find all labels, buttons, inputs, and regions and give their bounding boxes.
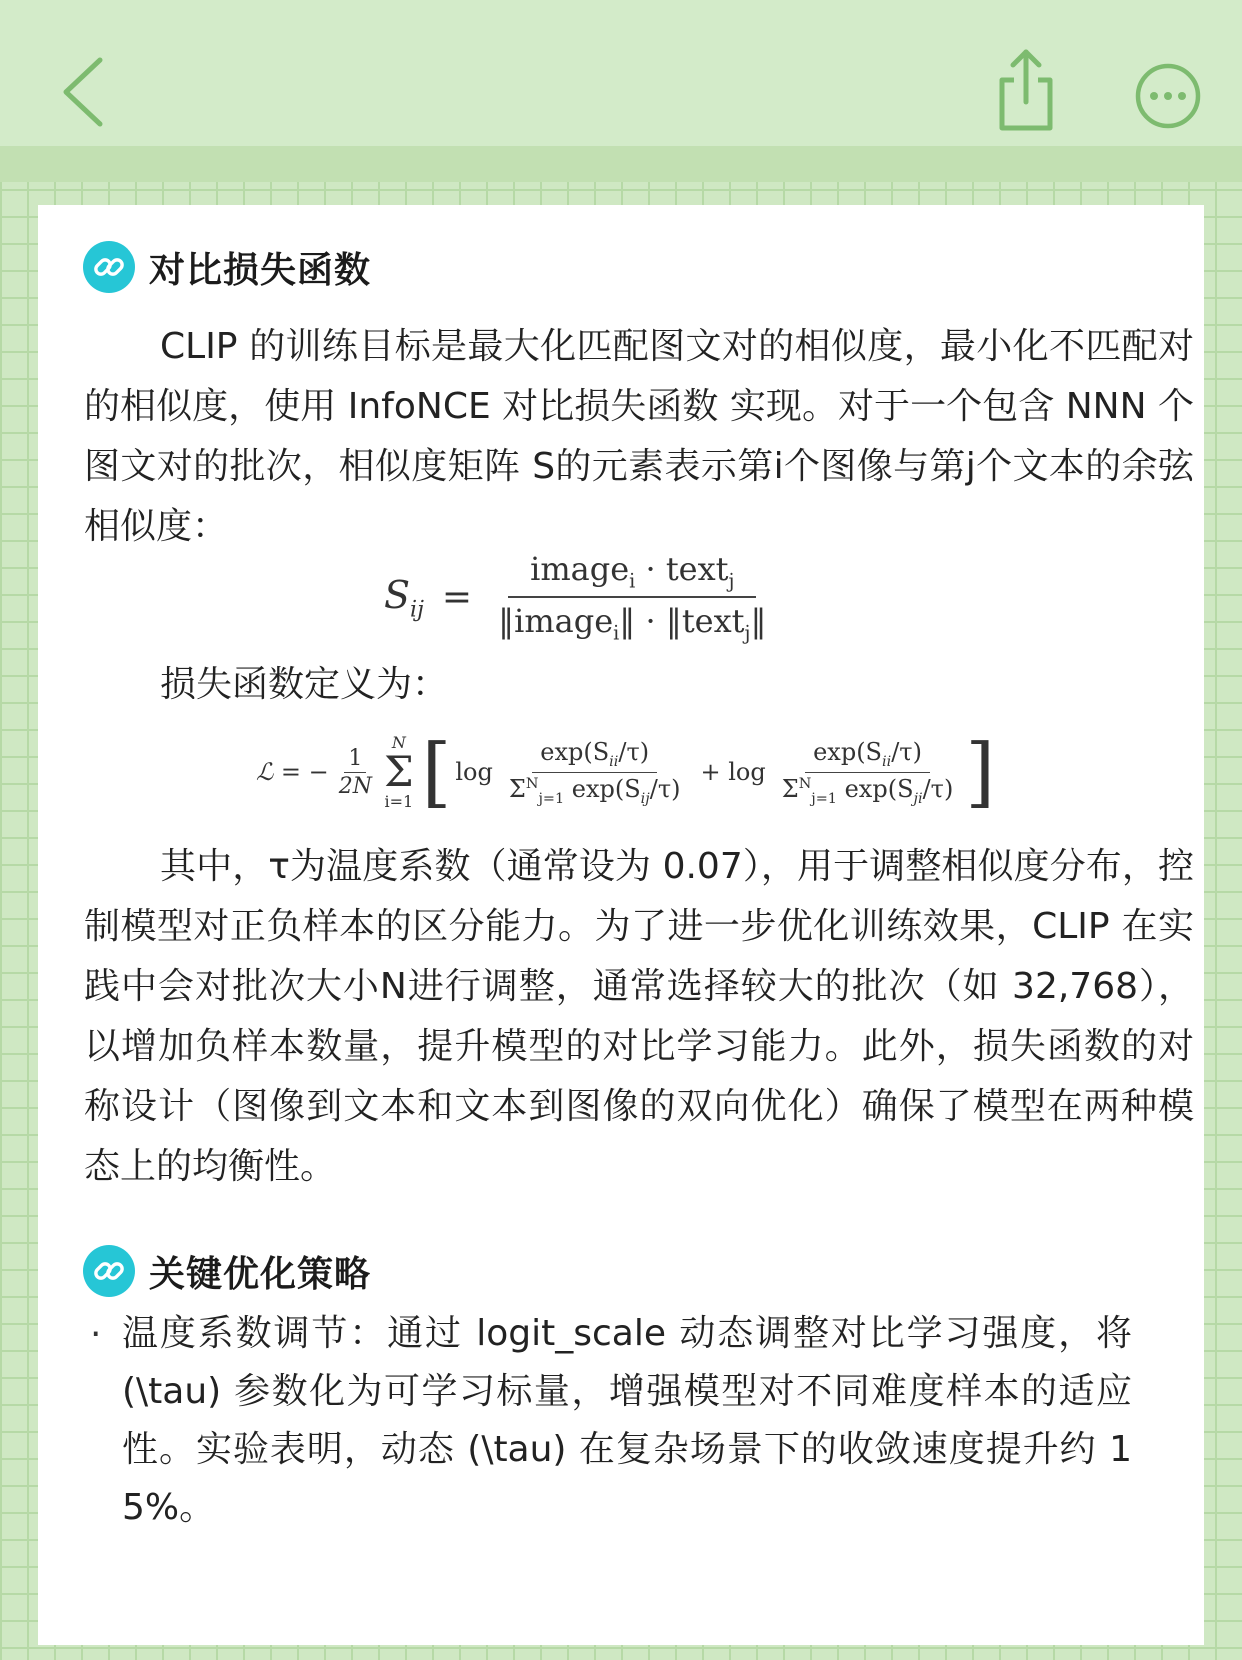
- f2-num-sub: ii: [882, 753, 892, 770]
- bullet-mark: ·: [90, 1314, 102, 1355]
- num-image-sub: i: [629, 569, 636, 593]
- share-button[interactable]: [996, 44, 1056, 134]
- sum-symbol: Σ: [384, 747, 414, 796]
- chevron-left-icon: [58, 52, 118, 132]
- f2-den-body: exp(S: [836, 774, 914, 803]
- top-bar-shadow: [0, 146, 1242, 182]
- num-dot: ·: [645, 550, 656, 588]
- f2-den-sub: j=1: [811, 790, 837, 807]
- f1-den-body-sub: ij: [640, 790, 650, 807]
- den-image-sub: i: [613, 621, 620, 645]
- formula-lhs: S: [384, 572, 411, 617]
- f1-den-end: /τ): [649, 774, 681, 803]
- num-text: text: [665, 550, 729, 588]
- den-end: ‖: [750, 602, 767, 641]
- f2-num: exp(S: [813, 737, 882, 766]
- fraction-numerator: [508, 550, 756, 598]
- f1-num-end: /τ): [618, 737, 650, 766]
- f2-num-end: /τ): [891, 737, 922, 766]
- sum-operator: [384, 733, 414, 811]
- bullet-text: 温度系数调节：通过 logit_scale 动态调整对比学习强度，将 (\tau) 参数化为可学习标量，增强模型对不同难度样本的适应性。实验表明，动态 (\tau) 在复杂场景下的收敛速度提升约 15%。: [122, 1313, 1132, 1528]
- similarity-formula: [384, 550, 774, 645]
- sum-top: N: [391, 733, 406, 752]
- coef-num: 1: [344, 746, 366, 773]
- back-button[interactable]: [58, 52, 118, 132]
- frac2-num: [805, 738, 930, 773]
- section-title-2: 关键优化策略: [149, 1253, 372, 1295]
- link-icon: [83, 1245, 135, 1297]
- frac2-den: [774, 773, 962, 807]
- f1-num: exp(S: [540, 737, 610, 766]
- f1-den-sigma: Σ: [508, 774, 526, 803]
- sum-bottom: i=1: [384, 792, 414, 811]
- section-heading-2: [83, 1245, 371, 1297]
- formula-lhs-sub: ij: [410, 597, 424, 623]
- fraction-denominator: [490, 598, 774, 644]
- similarity-fraction: [490, 550, 774, 645]
- f2-den-sigma: Σ: [781, 774, 799, 803]
- plus-log: + log: [700, 758, 766, 786]
- f2-den-sup: N: [798, 775, 812, 792]
- f1-den-sup: N: [525, 775, 539, 792]
- section-heading: [83, 241, 371, 293]
- den-text-sub: j: [744, 621, 751, 645]
- coef-den: 2N: [338, 773, 373, 799]
- den-image: ‖image: [498, 602, 614, 641]
- link-icon: [83, 241, 135, 293]
- frac1-num: [532, 738, 657, 773]
- f2-den-body-sub: ji: [913, 790, 923, 807]
- f2-den-end: /τ): [922, 774, 954, 803]
- loss-intro: 损失函数定义为：: [160, 664, 449, 705]
- bullet-item: [90, 1305, 1170, 1537]
- more-icon: [1134, 62, 1202, 130]
- open-bracket: [: [421, 727, 452, 816]
- num-image: image: [530, 550, 630, 588]
- close-bracket: ]: [965, 727, 995, 816]
- f1-num-sub: ii: [609, 753, 619, 770]
- share-icon: [996, 44, 1056, 134]
- paragraph-intro: CLIP 的训练目标是最大化匹配图文对的相似度，最小化不匹配对的相似度，使用 InfoNCE 对比损失函数 实现。对于一个包含 NNN 个图文对的批次，相似度矩阵 S的元素表示第i个图像与第j个文本的余弦相似度：: [84, 326, 1194, 547]
- content-card: [38, 205, 1204, 1645]
- frac1-den: [501, 773, 689, 807]
- section-title: 对比损失函数: [149, 249, 372, 291]
- den-mid: ‖ · ‖text: [619, 602, 745, 641]
- loss-coefficient: [335, 746, 376, 799]
- f1-den-sub: j=1: [538, 790, 565, 807]
- more-button[interactable]: [1134, 62, 1202, 130]
- loss-formula: [256, 727, 995, 816]
- log-1: log: [455, 758, 493, 786]
- loss-fraction-1: [501, 738, 689, 807]
- paragraph-temperature: 其中，τ为温度系数（通常设为 0.07），用于调整相似度分布，控制模型对正负样本的区分能力。为了进一步优化训练效果，CLIP 在实践中会对批次大小N进行调整，通常选择较大的批次（如 32,768），以增加负样本数量，提升模型的对比学习能力。此外，损失函数的对称设计（图像到文本和文本到图像的双向优化）确保了模型在两种模态上的均衡性。: [84, 846, 1194, 1187]
- num-text-sub: j: [728, 569, 735, 593]
- loss-fraction-2: [774, 738, 962, 807]
- formula-equals: =: [441, 576, 473, 618]
- f1-den-body: exp(S: [564, 774, 641, 803]
- loss-lhs: ℒ = −: [256, 758, 329, 786]
